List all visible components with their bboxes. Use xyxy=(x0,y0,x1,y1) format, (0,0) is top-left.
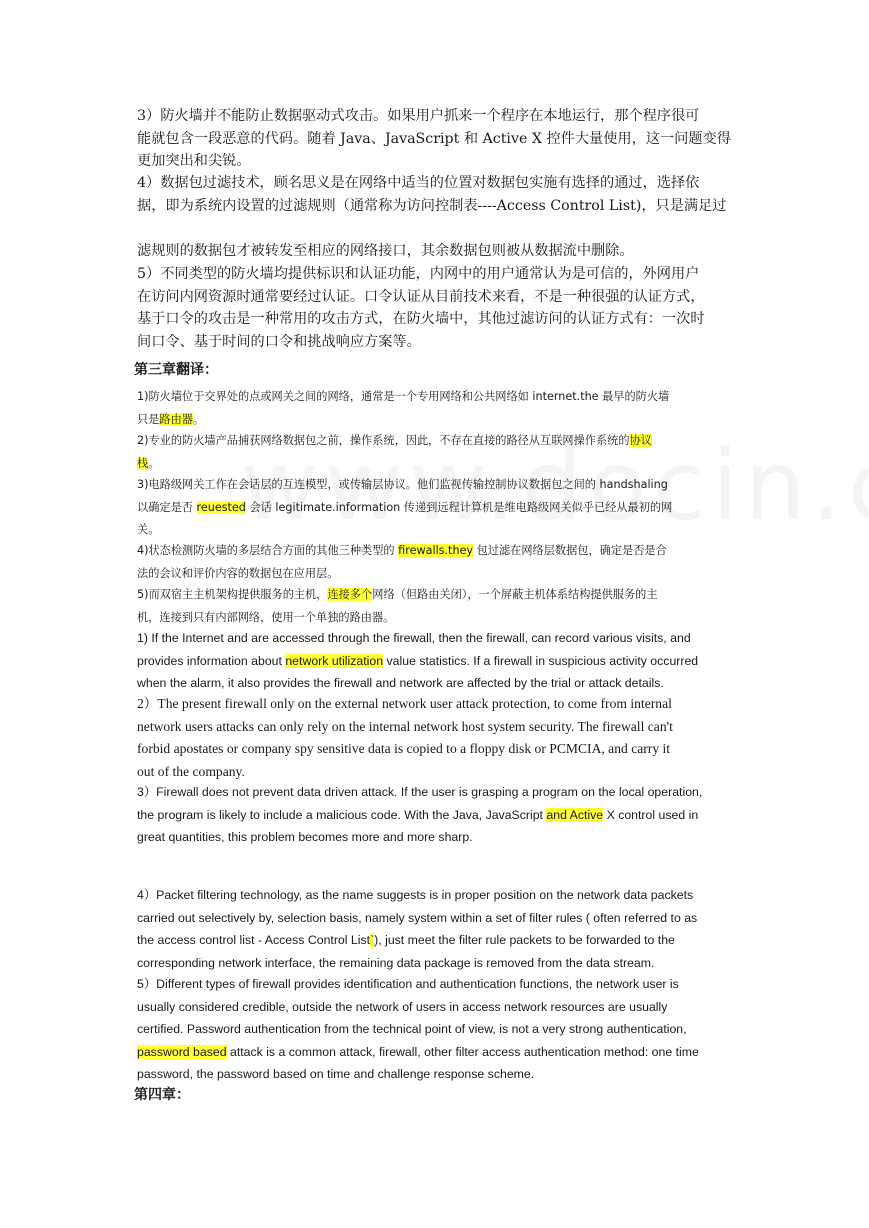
text-run: when the alarm, it also provides the firewall and network are affected by the trial or attack details. xyxy=(137,676,664,690)
text-line: 5）不同类型的防火墙均提供标识和认证功能，内网中的用户通常认为是可信的，外网用户 xyxy=(137,266,700,282)
text-line xyxy=(137,563,727,586)
cn-para-1 xyxy=(137,386,727,431)
text-line xyxy=(137,952,727,975)
cn-para-4 xyxy=(137,540,727,585)
highlighted-text: 连接多个 xyxy=(327,588,373,601)
text-line: 基于口令的攻击是一种常用的攻击方式，在防火墙中，其他过滤访问的认证方式有：一次时 xyxy=(137,311,705,327)
text-run: 只是 xyxy=(137,412,160,426)
text-line xyxy=(137,474,727,497)
para-cn-3 xyxy=(137,105,732,173)
text-line: 能就包含一段恶意的代码。随着 Java、JavaScript 和 Active X 控件大量使用，这一问题变得 xyxy=(137,130,731,147)
text-run: 2）The present firewall only on the external network user attack protection, to come from internal xyxy=(137,696,672,711)
text-line xyxy=(137,497,727,520)
text-run: attack is a common attack, firewall, other filter access authentication method: one time xyxy=(226,1044,699,1059)
text-run: corresponding network interface, the remaining data package is removed from the data stream. xyxy=(137,955,655,970)
text-run: carried out selectively by, selection basis, namely system within a set of filter rules ( often referred to as xyxy=(137,910,698,925)
highlighted-text: firewalls.they xyxy=(398,544,474,557)
cn-para-5 xyxy=(137,584,727,629)
en-para-3 xyxy=(137,781,727,849)
text-line xyxy=(137,693,727,716)
highlighted-text: reuested xyxy=(196,500,246,514)
text-line xyxy=(137,650,727,673)
heading-chapter-3: 第三章翻译： xyxy=(134,362,218,378)
text-run: 机，连接到只有内部网络，使用一个单独的路由器。 xyxy=(137,610,395,624)
para-cn-4-cont xyxy=(137,240,732,263)
text-line xyxy=(137,826,727,849)
text-line xyxy=(137,540,727,563)
text-line xyxy=(137,627,727,650)
text-line xyxy=(137,1018,727,1041)
text-run: great quantities, this problem becomes more and more sharp. xyxy=(137,830,473,844)
highlighted-text: and Active xyxy=(546,807,604,822)
text-run: usually considered credible, outside the network of users in access network resources are usually xyxy=(137,999,668,1014)
text-run: value statistics. If a firewall in suspicious activity occurred xyxy=(383,653,699,668)
highlighted-text: 路由器 xyxy=(159,412,193,426)
text-run: certified. Password authentication from the technical point of view, is not a very strong authentication, xyxy=(137,1022,687,1036)
text-line xyxy=(137,781,727,804)
text-run: the program is likely to include a malicious code. With the Java, JavaScript xyxy=(137,807,547,822)
text-line xyxy=(137,884,727,907)
text-line xyxy=(137,386,727,409)
cn-para-3 xyxy=(137,474,727,542)
highlighted-text: 栈 xyxy=(137,456,149,470)
en-para-1 xyxy=(137,627,727,695)
text-run: 会话 legitimate.information 传递到远程计算机是维电路级网关似乎已经从最初的网 xyxy=(245,500,673,514)
text-line: 在访问内网资源时通常要经过认证。口令认证从目前技术来看，不是一种很强的认证方式， xyxy=(137,288,705,305)
text-run: 1) If the Internet and are accessed through the firewall, then the firewall, can record various visits, and xyxy=(137,631,691,645)
text-line: 间口令、基于时间的口令和挑战响应方案等。 xyxy=(137,333,421,350)
text-run: 以确定是否 xyxy=(137,500,197,514)
text-line xyxy=(137,929,727,952)
text-line: 4）数据包过滤技术，顾名思义是在网络中适当的位置对数据包实施有选择的通过，选择依 xyxy=(137,175,700,191)
para-cn-4 xyxy=(137,172,732,217)
text-line: 3）防火墙并不能防止数据驱动式攻击。如果用户抓来一个程序在本地运行，那个程序很可 xyxy=(137,108,700,124)
text-run: 5)而双宿主主机架构提供服务的主机， xyxy=(137,588,328,601)
text-run: 5）Different types of firewall provides identification and authentication functions, the network user is xyxy=(137,977,679,991)
heading-chapter-4: 第四章： xyxy=(134,1087,190,1103)
text-run: 关。 xyxy=(137,523,160,536)
text-run: 网络（但路由关闭），一个屏蔽主机体系结构提供服务的主 xyxy=(372,588,658,601)
text-line xyxy=(137,1041,727,1064)
text-line xyxy=(137,1063,727,1086)
text-line xyxy=(137,804,727,827)
text-run: 1)防火墙位于交界处的点或网关之间的网络，通常是一个专用网络和公共网络如 internet.the 最早的防火墙 xyxy=(137,390,670,403)
text-run: 包过滤在网络层数据包，确定是否是合 xyxy=(473,544,667,557)
text-line xyxy=(137,973,727,996)
highlighted-text: 协议 xyxy=(629,434,652,447)
text-line xyxy=(137,761,727,784)
text-run: password, the password based on time and challenge response scheme. xyxy=(137,1067,535,1081)
text-run: 法的会议和评价内容的数据包在应用层。 xyxy=(137,566,339,580)
text-run: X control used in xyxy=(603,807,699,822)
en-para-2 xyxy=(137,693,727,783)
text-line xyxy=(137,409,727,432)
text-line xyxy=(137,996,727,1019)
text-line xyxy=(137,907,727,930)
text-line xyxy=(137,453,727,476)
text-run: 4）Packet filtering technology, as the name suggests is in proper position on the network data packets xyxy=(137,888,694,902)
text-run: 2)专业的防火墙产品捕获网络数据包之前，操作系统，因此，不存在直接的路径从互联网操作系统的 xyxy=(137,434,630,447)
text-run: 4)状态检测防火墙的多层结合方面的其他三种类型的 xyxy=(137,544,399,557)
text-line: 滤规则的数据包才被转发至相应的网络接口，其余数据包则被从数据流中删除。 xyxy=(137,243,634,259)
text-run: the access control list - Access Control List xyxy=(137,933,371,947)
highlighted-text: ` xyxy=(370,933,375,947)
highlighted-text: network utilization xyxy=(285,653,384,668)
text-line xyxy=(137,672,727,695)
text-run: forbid apostates or company spy sensitive data is copied to a floppy disk or PCMCIA, and carry it xyxy=(137,741,671,756)
cn-para-2 xyxy=(137,430,727,475)
text-line xyxy=(137,430,727,453)
text-run: 3）Firewall does not prevent data driven attack. If the user is grasping a program on the local operation, xyxy=(137,785,703,799)
text-run: provides information about xyxy=(137,653,286,668)
text-line xyxy=(137,738,727,761)
en-para-4 xyxy=(137,884,727,974)
en-para-5 xyxy=(137,973,727,1086)
text-line xyxy=(137,519,727,542)
text-line xyxy=(137,716,727,739)
text-run: 。 xyxy=(148,456,160,470)
text-line: 更加突出和尖锐。 xyxy=(137,153,251,169)
text-run: 。 xyxy=(192,412,205,426)
para-cn-5 xyxy=(137,263,732,353)
text-run: out of the company. xyxy=(137,763,245,779)
text-run: network users attacks can only rely on the internal network host system security. The firewall can't xyxy=(137,718,673,734)
text-line xyxy=(137,607,727,630)
text-run: 3)电路级网关工作在会话层的互连模型，或传输层协议。他们监视传输控制协议数据包之间的 handshaling xyxy=(137,478,668,491)
text-line xyxy=(137,584,727,607)
highlighted-text: password based xyxy=(137,1044,227,1059)
text-run: ), just meet the filter rule packets to be forwarded to the xyxy=(374,933,675,947)
text-line: 据，即为系统内设置的过滤规则（通常称为访问控制表----Access Control List)，只是满足过 xyxy=(137,197,727,214)
